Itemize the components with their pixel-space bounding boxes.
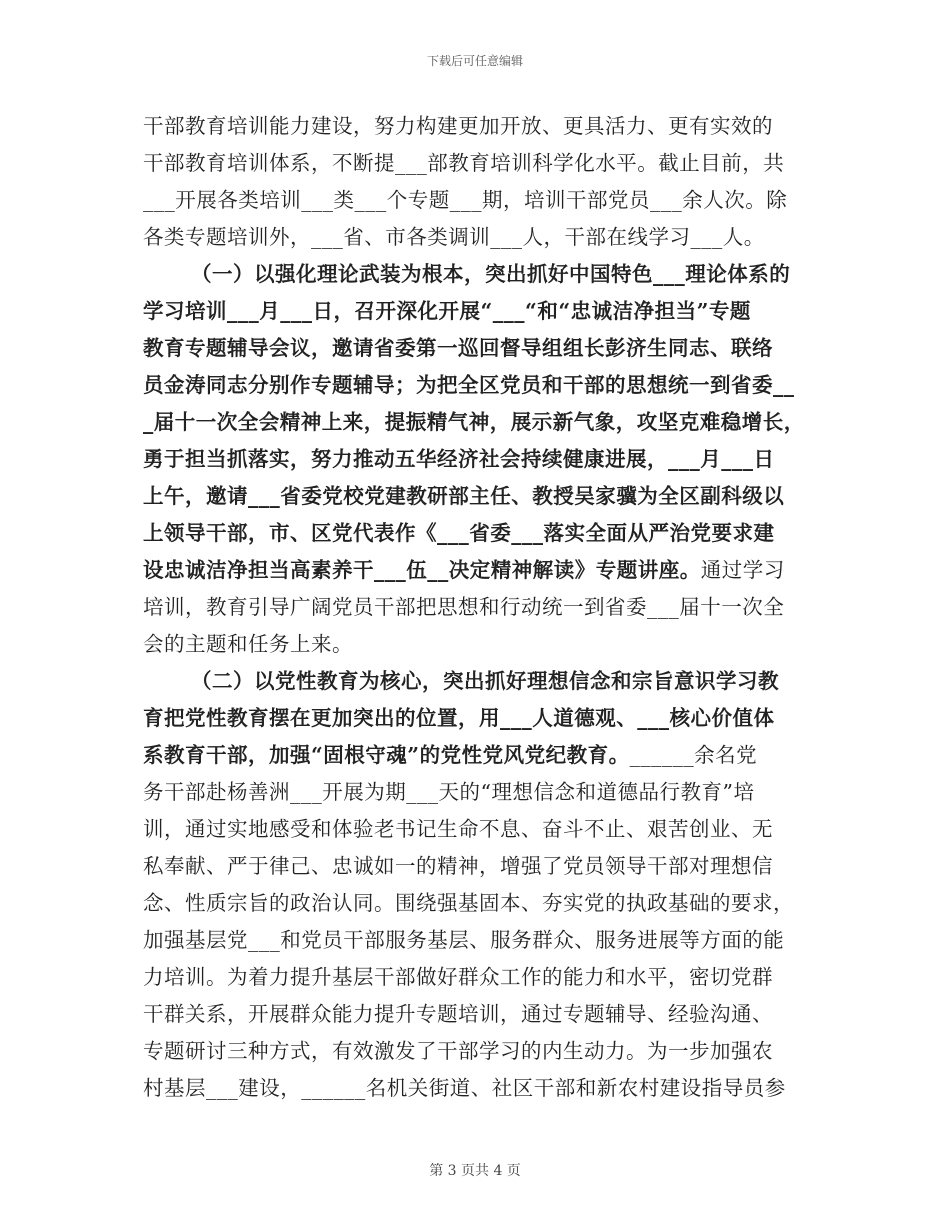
text-line xyxy=(143,552,828,589)
text-line xyxy=(143,293,828,330)
text-line xyxy=(143,959,828,996)
bold-text: （一）以强化理论武装为根本，突出抓好中国特色___理论体系的 xyxy=(191,262,791,286)
body-text: 通过学习 xyxy=(700,558,785,582)
body-text: 训，通过实地感受和体验老书记生命不息、奋斗不止、艰苦创业、无 xyxy=(143,817,773,841)
body-text: 专题研讨三种方式，有效激发了干部学习的内生动力。为一步加强农 xyxy=(143,1039,773,1063)
body-text: 干群关系，开展群众能力提升专题培训，通过专题辅导、经验沟通、 xyxy=(143,1002,773,1026)
text-line xyxy=(143,515,828,552)
body-text: 村基层___建设，______名机关街道、社区干部和新农村建设指导员参 xyxy=(143,1076,786,1100)
bold-text: 员金涛同志分别作专题辅导；为把全区党员和干部的思想统一到省委__ xyxy=(143,373,795,397)
text-line xyxy=(143,885,828,922)
bold-text: 育把党性教育摆在更加突出的位置，用___人道德观、___核心价值体 xyxy=(143,706,775,730)
text-line xyxy=(143,145,828,182)
text-line xyxy=(143,441,828,478)
bold-text: _届十一次全会精神上来，提振精气神，展示新气象，攻坚克难稳增长， xyxy=(143,410,805,434)
bold-text: （二）以党性教育为核心，突出抓好理想信念和宗旨意识学习教 xyxy=(191,669,779,693)
text-line xyxy=(143,848,828,885)
text-line xyxy=(143,626,828,663)
body-text: 培训，教育引导广阔党员干部把思想和行动统一到省委___届十一次全 xyxy=(143,595,785,619)
bold-text: 学习培训___月___日，召开深化开展“___“和“忠诚洁净担当”专题 xyxy=(143,299,751,323)
body-text: 私奉献、严于律己、忠诚如一的精神，增强了党员领导干部对理想信 xyxy=(143,854,773,878)
text-line xyxy=(143,774,828,811)
text-line xyxy=(143,108,828,145)
text-line xyxy=(143,811,828,848)
text-line xyxy=(143,478,828,515)
document-body xyxy=(143,108,828,1107)
body-text: 各类专题培训外，___省、市各类调训___人，干部在线学习___人。 xyxy=(143,225,765,249)
text-line xyxy=(143,1033,828,1070)
text-line xyxy=(143,256,828,293)
text-line xyxy=(143,330,828,367)
text-line xyxy=(143,589,828,626)
body-text: 干部教育培训体系，不断提___部教育培训科学化水平。截止目前，共 xyxy=(143,151,785,175)
text-line xyxy=(143,922,828,959)
text-line xyxy=(143,700,828,737)
text-line xyxy=(143,737,828,774)
body-text: ___开展各类培训___类___个专题___期，培训干部党员___余人次。除 xyxy=(143,188,788,212)
page-header: 下载后可任意编辑 xyxy=(426,54,523,68)
text-line xyxy=(143,367,828,404)
bold-text: 设忠诚洁净担当高素养干___伍__决定精神解读》专题讲座。 xyxy=(143,558,701,582)
text-line xyxy=(143,182,828,219)
body-text: 力培训。为着力提升基层干部做好群众工作的能力和水平，密切党群 xyxy=(143,965,773,989)
bold-text: 系教育干部，加强“固根守魂”的党性党风党纪教育。 xyxy=(143,743,630,767)
body-text: 念、性质宗旨的政治认同。围绕强基固本、夯实党的执政基础的要求， xyxy=(143,891,794,915)
text-line xyxy=(143,663,828,700)
body-text: 干部教育培训能力建设，努力构建更加开放、更具活力、更有实效的 xyxy=(143,114,773,138)
bold-text: 上领导干部，市、区党代表作《___省委___落实全面从严治党要求建 xyxy=(143,521,775,545)
text-line xyxy=(143,219,828,256)
body-text: 会的主题和任务上来。 xyxy=(143,632,353,656)
bold-text: 勇于担当抓落实，努力推动五华经济社会持续健康进展，___月___日 xyxy=(143,447,775,471)
bold-text: 教育专题辅导会议，邀请省委第一巡回督导组组长彭济生同志、联络 xyxy=(143,336,773,360)
page-footer: 第 3 页共 4 页 xyxy=(429,1163,521,1179)
body-text: 加强基层党___和党员干部服务基层、服务群众、服务进展等方面的能 xyxy=(143,928,785,952)
body-text: ______余名党 xyxy=(629,743,758,767)
bold-text: 上午，邀请___省委党校党建教研部主任、教授吴家骥为全区副科级以 xyxy=(143,484,785,508)
text-line xyxy=(143,404,828,441)
body-text: 务干部赴杨善洲___开展为期___天的“理想信念和道德品行教育”培 xyxy=(143,780,755,804)
text-line xyxy=(143,1070,828,1107)
text-line xyxy=(143,996,828,1033)
